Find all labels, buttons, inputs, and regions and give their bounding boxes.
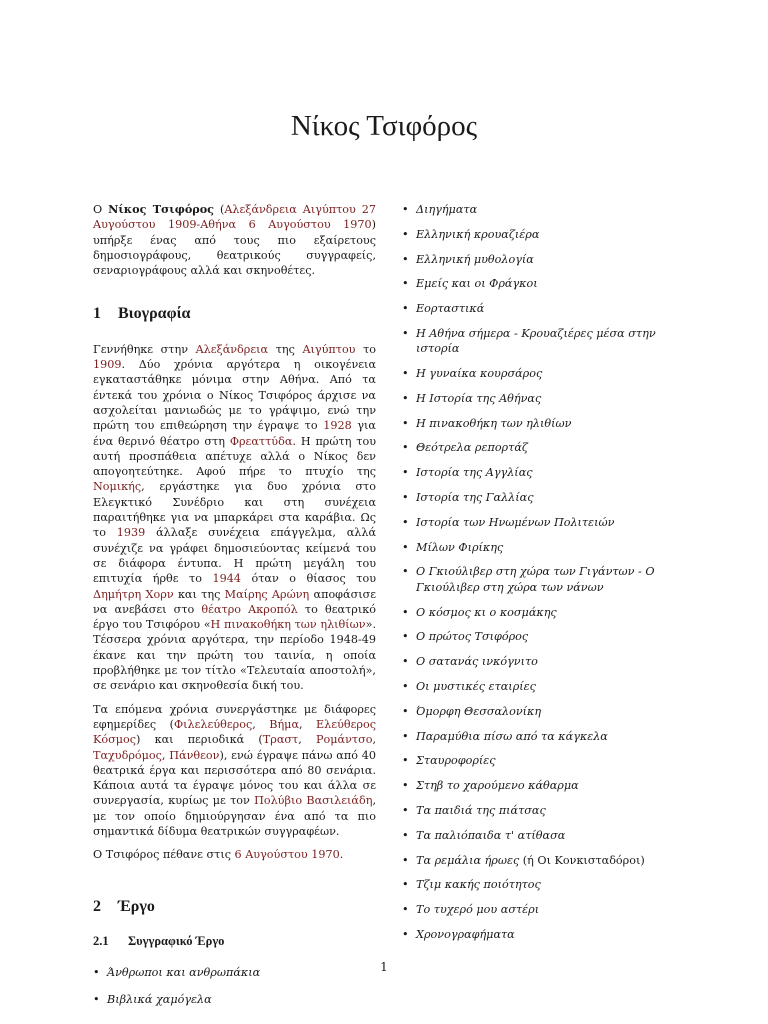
bullet-icon: •: [402, 729, 409, 743]
bullet-icon: •: [402, 565, 409, 579]
bullet-icon: •: [402, 227, 409, 241]
subsection-number: 2.1: [93, 933, 109, 948]
bullet-icon: •: [402, 704, 409, 718]
work-list-item: [402, 490, 682, 505]
work-title: Η Ιστορία της Αθήνας: [416, 391, 542, 405]
work-list-item: [402, 753, 682, 768]
subject-name: Νίκος Τσιφόρος: [108, 202, 214, 216]
biography-paragraph-2: [93, 702, 376, 840]
work-list-item: [402, 391, 682, 406]
wiki-link[interactable]: Δημήτρη Χορν: [93, 587, 174, 601]
work-list-item: [402, 803, 682, 818]
paragraph-text: ,: [298, 733, 316, 747]
paragraph-text: ,: [252, 717, 270, 731]
work-title: Ο Γκιούλιβερ στη χώρα των Γιγάντων - Ο Γκιούλιβερ στη χώρα των νάνων: [416, 565, 655, 594]
paragraph-text: αποφάσισε να ανεβάσει στο: [93, 587, 377, 616]
paragraph-text: . Η πρώτη του αυτή προσπάθεια απέτυχε αλλά ο Νίκος δεν απογοητεύτηκε. Αφού πήρε το πτυχίο της: [93, 434, 376, 479]
work-list-item: [402, 465, 682, 480]
work-title: Ιστορία της Αγγλίας: [416, 466, 533, 480]
work-title: Εορταστικά: [416, 302, 485, 316]
work-list-item: [402, 326, 682, 357]
work-title: Χρονογραφήματα: [416, 927, 515, 941]
work-title: Τα παιδιά της πιάτσας: [416, 803, 546, 817]
section-heading-biography: [93, 306, 376, 321]
wiki-link[interactable]: Βήμα: [269, 717, 299, 731]
wiki-link[interactable]: Μαίρης Αρώνη: [224, 587, 310, 601]
wiki-link[interactable]: 1928: [323, 419, 352, 433]
biography-paragraph-1: [93, 342, 376, 694]
bullet-icon: •: [402, 605, 409, 619]
wiki-link[interactable]: Φρεαττύδα: [229, 434, 293, 448]
wiki-link[interactable]: Τραστ: [262, 733, 299, 747]
bullet-icon: •: [402, 803, 409, 817]
intro-paragraph: [93, 202, 376, 278]
bullet-icon: •: [402, 466, 409, 480]
paragraph-text: . Δύο χρόνια αργότερα η οικογένεια εγκαταστάθηκε μόνιμα στην Αθήνα. Από τα έντεκά του χρόνια ο Νίκος Τσιφόρος άρχισε να ασχολείται μανιωδώς με το γράψιμο, ενώ την πρώτη του επιθεώρηση την έγραψε το: [93, 358, 376, 433]
bullet-icon: •: [402, 655, 409, 669]
work-title: Ο σατανάς ινκόγνιτο: [416, 655, 538, 669]
paragraph-text: για ένα θερινό θέατρο στη: [93, 419, 376, 448]
wiki-link[interactable]: Η πινακοθήκη των ηλιθίων: [210, 618, 366, 632]
paragraph-text: της: [268, 342, 303, 356]
paragraph-text: ), ενώ έγραψε πάνω από 40 θεατρικά έργα και περισσότερα από 80 σενάρια. Κάποια αυτά τα έγραψε μόνος του και άλλα σε συνεργασία, κυρίως με τον: [93, 748, 376, 808]
work-title: Στηβ το χαρούμενο κάθαρμα: [416, 779, 579, 793]
work-title: Βιβλικά χαμόγελα: [107, 993, 212, 1007]
bullet-icon: •: [402, 367, 409, 381]
bullet-icon: •: [402, 515, 409, 529]
work-title: Διηγήματα: [416, 203, 478, 216]
bullet-icon: •: [402, 853, 409, 867]
bullet-icon: •: [93, 966, 100, 980]
work-title: Τα ρεμάλια ήρωες: [416, 853, 520, 867]
work-list-item: [402, 564, 682, 595]
work-list-item: [402, 227, 682, 242]
bullet-icon: •: [402, 491, 409, 505]
work-title: Ελληνική μυθολογία: [416, 252, 534, 266]
work-alt-title: (ή Οι Κονκισταδόροι): [519, 853, 645, 867]
work-list-item: [402, 252, 682, 267]
work-title: Ο κόσμος κι ο κοσμάκης: [416, 605, 557, 619]
work-title: Ο πρώτος Τσιφόρος: [416, 630, 529, 644]
work-title: Η γυναίκα κουρσάρος: [416, 367, 543, 381]
work-title: Η πινακοθήκη των ηλιθίων: [416, 416, 572, 430]
work-list-item: [402, 540, 682, 555]
work-title: Τζιμ κακής ποιότητος: [416, 878, 541, 892]
bullet-icon: •: [402, 302, 409, 316]
work-list-item: [402, 927, 682, 942]
paragraph-text: , εργάστηκε για δυο χρόνια στο Ελεγκτικό Συνέδριο και στη συνέχεια παραιτήθηκε για να μπαρκάρει στα καράβια. Ως το: [93, 480, 376, 540]
page-title: Νίκος Τσιφόρος: [290, 110, 478, 142]
bullet-icon: •: [402, 630, 409, 644]
wiki-link[interactable]: Πολύβιο Βασιλειάδη: [254, 794, 373, 808]
bullet-icon: •: [402, 391, 409, 405]
wiki-link[interactable]: 6 Αυγούστου: [234, 848, 308, 862]
bullet-icon: •: [402, 779, 409, 793]
paragraph-text: Τα επόμενα χρόνια συνεργάστηκε με διάφορες εφημερίδες (: [93, 702, 376, 731]
work-list-item: [402, 202, 682, 217]
right-column: [402, 202, 682, 952]
paragraph-text: το: [355, 342, 377, 356]
work-list-item: [402, 877, 682, 892]
work-list-item: [402, 729, 682, 744]
bullet-icon: •: [402, 878, 409, 892]
paragraph-text: όταν ο θίασος του: [240, 572, 377, 586]
wiki-link[interactable]: Πάνθεον: [169, 748, 220, 762]
section-number: 1: [93, 305, 101, 323]
wiki-link[interactable]: 1939: [116, 526, 146, 540]
wiki-link[interactable]: 1970: [311, 848, 340, 862]
works-list-right: [402, 202, 682, 942]
section-heading-works: [93, 899, 376, 914]
work-title: Παραμύθια πίσω από τα κάγκελα: [416, 729, 608, 743]
work-title: Σταυροφορίες: [416, 754, 496, 768]
paragraph-text: άλλαξε συνέχεια επάγγελμα, αλλά συνέχιζε να γράφει δημοσιεύοντας κείμενά του σε διάφορα έντυπα. Η πρώτη μεγάλη του επιτυχία ήρθε το: [93, 526, 376, 586]
work-list-item: [402, 276, 682, 291]
bullet-icon: •: [402, 754, 409, 768]
section-title: Βιογραφία: [118, 305, 191, 323]
subsection-title: Συγγραφικό Έργο: [128, 933, 225, 948]
work-list-item: [402, 853, 682, 868]
work-list-item: [402, 515, 682, 530]
bullet-icon: •: [402, 416, 409, 430]
work-title: Ελληνική κρουαζιέρα: [416, 227, 540, 241]
paragraph-text: και της: [173, 587, 225, 601]
bullet-icon: •: [402, 828, 409, 842]
work-title: Οι μυστικές εταιρίες: [416, 679, 536, 693]
work-list-item: [402, 301, 682, 316]
wiki-link[interactable]: Ρομάντσο: [315, 733, 373, 747]
section-title: Έργο: [118, 897, 155, 915]
wiki-link[interactable]: Φιλελεύθερος: [173, 717, 253, 731]
work-title: Εμείς και οι Φράγκοι: [416, 277, 538, 291]
work-list-item: [93, 992, 376, 1007]
subsection-heading-writing: [93, 934, 376, 949]
work-title: Μίλων Φιρίκης: [416, 540, 504, 554]
work-list-item: [402, 605, 682, 620]
work-list-item: [402, 440, 682, 455]
work-title: Ιστορία της Γαλλίας: [416, 491, 534, 505]
bullet-icon: •: [402, 679, 409, 693]
paragraph-text: Ο Τσιφόρος πέθανε στις: [93, 848, 235, 862]
paragraph-text: ,: [161, 748, 170, 762]
work-title: Όμορφη Θεσσαλονίκη: [416, 704, 542, 718]
bullet-icon: •: [402, 277, 409, 291]
work-list-item: [402, 629, 682, 644]
work-list-item: [402, 654, 682, 669]
bullet-icon: •: [402, 540, 409, 554]
work-list-item: [402, 679, 682, 694]
biography-paragraph-3: [93, 847, 376, 862]
paragraph-text: , με τον οποίο δημιούργησαν ένα από τα πιο σημαντικά δίδυμα θεατρικών συγγραφέων.: [93, 794, 376, 838]
paragraph-text: ». Τέσσερα χρόνια αργότερα, την περίοδο 1948-49 έκανε και την πρώτη του ταινία, η οποία προβλήθηκε με τον τίτλο «Τελευταία αποστολή», σε σενάριο και σκηνοθεσία δική του.: [93, 618, 377, 693]
work-list-item: [402, 416, 682, 431]
paragraph-text: ) και περιοδικά (: [136, 733, 263, 747]
intro-text: ) υπήρξε ένας από τους πιο εξαίρετους δημοσιογράφους, θεατρικούς συγγραφείς, σεναριογράφους αλλά και σκηνοθέτες.: [93, 218, 376, 278]
work-title: Η Αθήνα σήμερα - Κρουαζιέρες μέσα στην ιστορία: [416, 326, 656, 356]
bullet-icon: •: [402, 326, 409, 340]
work-list-item: [402, 828, 682, 843]
wiki-link[interactable]: θέατρο Ακροπόλ: [201, 602, 298, 616]
paragraph-text: .: [339, 848, 344, 862]
wiki-link[interactable]: Αιγύπτου: [302, 342, 356, 356]
bullet-icon: •: [402, 903, 409, 917]
paragraph-text: το θεατρικό έργο του Τσιφόρου «: [93, 602, 376, 632]
wiki-link[interactable]: 1944: [212, 572, 241, 586]
wiki-link[interactable]: Νομικής: [93, 480, 142, 494]
paragraph-text: ,: [372, 733, 376, 747]
work-list-item: [402, 366, 682, 381]
bullet-icon: •: [402, 927, 409, 941]
wiki-link[interactable]: Ταχυδρόμος: [93, 748, 162, 762]
work-title: Τα παλιόπαιδα τ' ατίθασα: [416, 828, 566, 842]
wiki-link[interactable]: 1909: [93, 358, 122, 372]
wiki-link[interactable]: Αλεξάνδρεια: [195, 342, 269, 356]
section-number: 2: [93, 897, 101, 915]
paragraph-text: Γεννήθηκε στην: [93, 342, 196, 356]
birth-death-link[interactable]: Αλεξάνδρεια Αιγύπτου 27 Αυγούστου 1909-Αθήνα 6 Αυγούστου 1970: [93, 203, 376, 232]
bullet-icon: •: [402, 203, 409, 216]
bullet-icon: •: [402, 252, 409, 266]
work-title: Το τυχερό μου αστέρι: [416, 903, 540, 917]
bullet-icon: •: [402, 441, 409, 455]
page-number: 1: [380, 960, 388, 974]
work-list-item: [402, 778, 682, 793]
wiki-link[interactable]: Ελεύθερος Κόσμος: [93, 717, 376, 747]
intro-text: (: [214, 203, 225, 216]
intro-text: Ο: [93, 203, 109, 216]
work-title: Άνθρωποι και ανθρωπάκια: [107, 966, 261, 980]
work-list-item: [402, 704, 682, 719]
left-column: [93, 202, 376, 1020]
bullet-icon: •: [93, 993, 100, 1007]
paragraph-text: ,: [299, 717, 317, 731]
work-list-item: [402, 902, 682, 917]
work-title: Θεότρελα ρεπορτάζ: [416, 441, 528, 455]
work-title: Ιστορία των Ηνωμένων Πολιτειών: [416, 515, 615, 529]
